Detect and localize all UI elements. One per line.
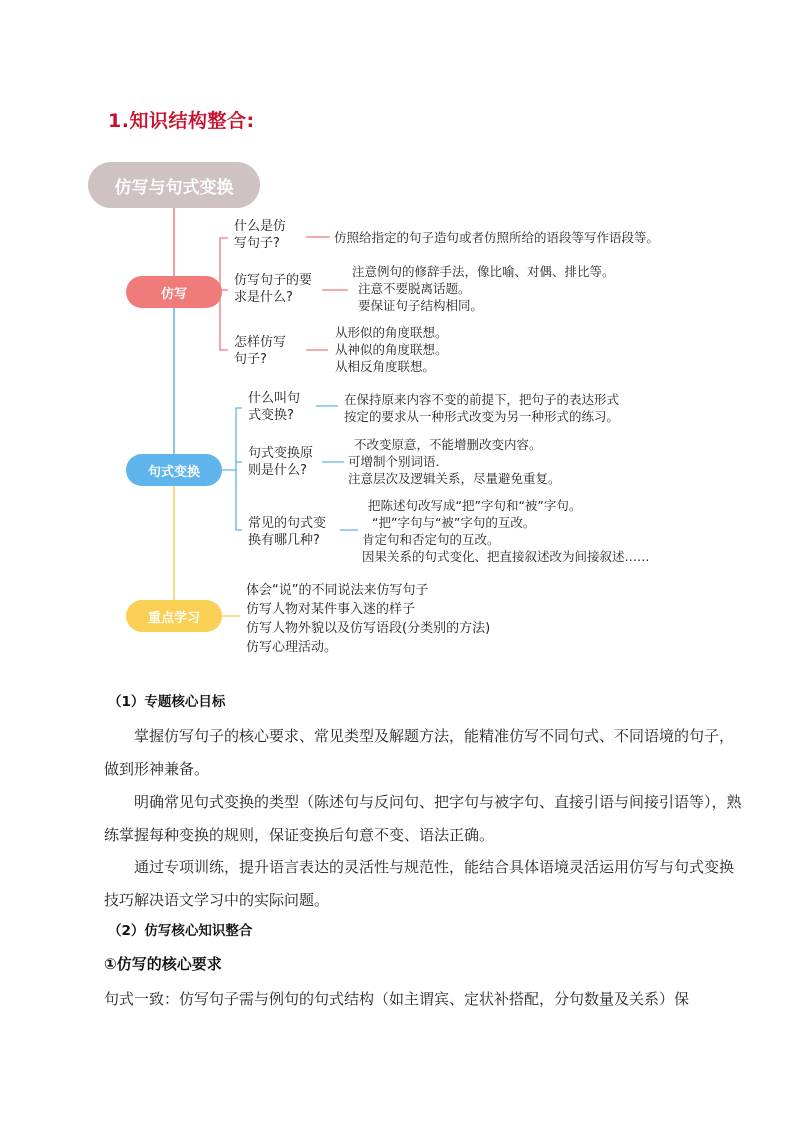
heading-knowledge-integration: （2）仿写核心知识整合 (108, 923, 253, 939)
branch1-question-1: 什么是仿 写句子? (234, 219, 287, 251)
branch1-question-3: 怎样仿写 句子? (234, 335, 287, 367)
branch2-question-2: 句式变换原 则是什么? (248, 446, 314, 478)
list-item: 仿写人物外貌以及仿写语段(分类别的方法) (246, 621, 491, 636)
list-item: 体会“说”的不同说法来仿写句子 (246, 583, 429, 598)
branch1-answer-2: 注意例句的修辞手法，像比喻、对偶、排比等。 注意不要脱离话题。 要保证句子结构相同。 (352, 264, 615, 313)
branch1-answer-3: 从形似的角度联想。 从神似的角度联想。 从相反角度联想。 (335, 325, 448, 374)
branch2-question-1: 什么叫句 式变换? (248, 391, 301, 423)
paragraph-goal-3: 通过专项训练，提升语言表达的灵活性与规范性，能结合具体语境灵活运用仿写与句式变换技巧解决语文学习中的实际问题。 (104, 858, 735, 909)
section-title: 1.知识结构整合: (108, 110, 255, 132)
paragraph-goal-2: 明确常见句式变换的类型（陈述句与反问句、把字句与被字句、直接引语与间接引语等），熟练掌握每种变换的规则，保证变换后句意不变、语法正确。 (104, 793, 742, 844)
branch2-question-3: 常见的句式变 换有哪几种? (248, 516, 327, 548)
branch3-items (246, 581, 490, 657)
branch2-answer-2: 不改变原意，不能增删改变内容。 可增制个别词语. 注意层次及逻辑关系，尽量避免重复。 (348, 437, 561, 486)
list-item: 仿写人物对某件事入迷的样子 (246, 602, 416, 617)
branch1-question-2: 仿写句子的要 求是什么? (234, 273, 313, 305)
branch-node-key-learning: 重点学习 (126, 600, 222, 632)
branch-node-imitation: 仿写 (126, 276, 222, 308)
branch2-answer-1: 在保持原来内容不变的前提下，把句子的表达形式 按定的要求从一种形式改变为另一种形式的练习。 (344, 392, 620, 424)
branch-node-transformation: 句式变换 (126, 454, 222, 486)
paragraph-sentence-consistency: 句式一致：仿写句子需与例句的句式结构（如主谓宾、定状补搭配，分句数量及关系）保 (104, 990, 690, 1008)
mindmap-root-node: 仿写与句式变换 (88, 162, 260, 208)
list-item: 仿写心理活动。 (246, 640, 338, 655)
branch1-answer-1: 仿照给指定的句子造句或者仿照所给的语段等写作语段等。 (334, 230, 660, 245)
branch2-answer-3: 把陈述句改写成“把”字句和“被”字句。 “把”字句与“被”字句的互改。 肯定句和否定句的互改。 因果关系的句式变化、把直接叙述改为间接叙述…… (362, 498, 650, 564)
heading-core-goals: （1）专题核心目标 (108, 694, 226, 710)
paragraph-goal-1: 掌握仿写句子的核心要求、常见类型及解题方法，能精准仿写不同句式、不同语境的句子，做到形神兼备。 (104, 727, 735, 778)
heading-core-requirements: ①仿写的核心要求 (104, 955, 222, 973)
